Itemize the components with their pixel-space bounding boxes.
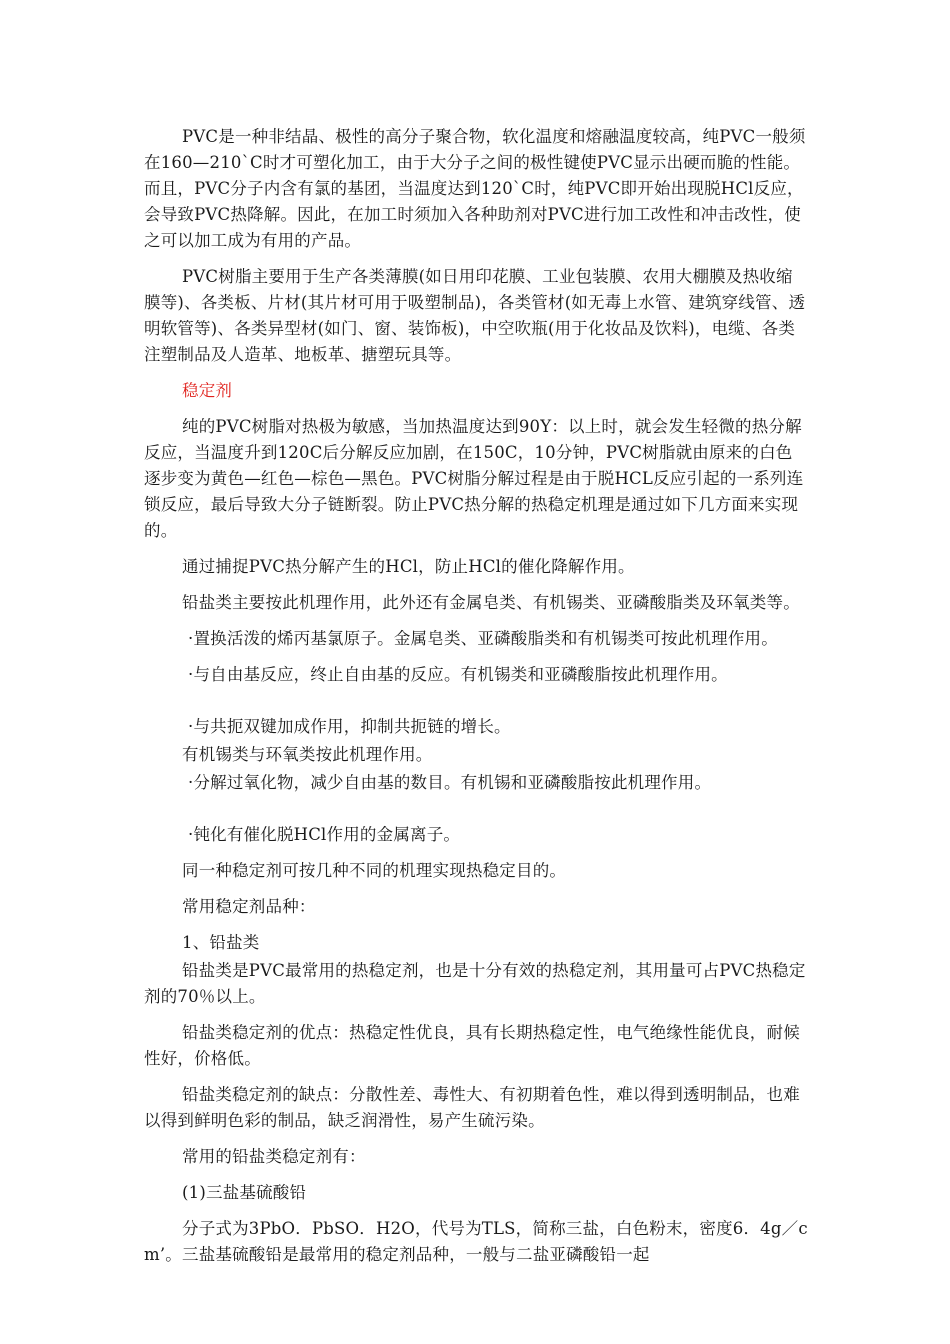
paragraph-lead-salts-advantages: 铅盐类稳定剂的优点：热稳定性优良，具有长期热稳定性，电气绝缘性能优良，耐候性好，价格低。	[144, 1023, 800, 1068]
paragraph-organotin-epoxy: 有机锡类与环氧类按此机理作用。	[182, 745, 433, 764]
paragraph-lead-salts-usage: 铅盐类是PVC最常用的热稳定剂，也是十分有效的热稳定剂，其用量可占PVC热稳定剂的70％以上。	[144, 961, 806, 1006]
paragraph-thermal-sensitivity: 纯的PVC树脂对热极为敏感，当加热温度达到90Y：以上时，就会发生轻微的热分解反应，当温度升到120C后分解反应加剧，在150C，10分钟，PVC树脂就由原来的白色逐步变为黄色—红色—棕色—黑色。PVC树脂分解过程是由于脱HCL反应引起的一系列连锁反应，最后导致大分子链断裂。防止PVC热分解的热稳定机理是通过如下几方面来实现的。	[144, 417, 804, 540]
section-heading-stabilizer: 稳定剂	[182, 381, 233, 400]
bullet-conjugated-double-bond: ·与共扼双键加成作用，抑制共扼链的增长。	[188, 717, 511, 736]
bullet-replace-allyl-chloride: ·置换活泼的烯丙基氯原子。金属皂类、亚磷酸脂类和有机锡类可按此机理作用。	[188, 629, 778, 648]
paragraph-lead-salts-disadvantages: 铅盐类稳定剂的缺点：分散性差、毒性大、有初期着色性，难以得到透明制品，也难以得到鲜明色彩的制品，缺乏润滑性，易产生硫污染。	[144, 1085, 800, 1130]
subheading-tribasic-lead-sulfate: (1)三盐基硫酸铅	[182, 1183, 307, 1202]
document-page	[144, 124, 808, 1278]
paragraph-common-varieties: 常用稳定剂品种：	[182, 897, 316, 916]
paragraph-common-lead-salts: 常用的铅盐类稳定剂有：	[182, 1147, 366, 1166]
bullet-decompose-peroxide: ·分解过氧化物，减少自由基的数目。有机锡和亚磷酸脂按此机理作用。	[188, 773, 712, 792]
paragraph-pvc-intro: PVC是一种非结晶、极性的高分子聚合物，软化温度和熔融温度较高，纯PVC一般须在160—210`C时才可塑化加工，由于大分子之间的极性键使PVC显示出硬而脆的性能。而且，PVC分子内含有氯的基团，当温度达到120`C时，纯PVC即开始出现脱HCl反应，会导致PVC热降解。因此，在加工时须加入各种助剂对PVC进行加工改性和冲击改性，使之可以加工成为有用的产品。	[144, 127, 806, 250]
bullet-passivate-metal-ions: ·钝化有催化脱HCl作用的金属离子。	[188, 825, 461, 844]
bullet-free-radical-reaction: ·与自由基反应，终止自由基的反应。有机锡类和亚磷酸脂按此机理作用。	[188, 665, 728, 684]
paragraph-pvc-uses: PVC树脂主要用于生产各类薄膜(如日用印花膜、工业包装膜、农用大棚膜及热收缩膜等)、各类板、片材(其片材可用于吸塑制品)，各类管材(如无毒上水管、建筑穿线管、透明软管等)、各类异型材(如门、窗、装饰板)，中空吹瓶(用于化妆品及饮料)，电缆、各类注塑制品及人造革、地板革、搪塑玩具等。	[144, 267, 806, 364]
paragraph-tribasic-lead-sulfate: 分子式为3PbO．PbSO．H2O，代号为TLS，简称三盐，白色粉末，密度6．4g／cm’。三盐基硫酸铅是最常用的稳定剂品种，一般与二盐亚磷酸铅一起	[144, 1219, 808, 1264]
subheading-lead-salts: 1、铅盐类	[182, 933, 260, 952]
paragraph-capture-hcl: 通过捕捉PVC热分解产生的HCl，防止HCl的催化降解作用。	[182, 557, 635, 576]
paragraph-multiple-mechanisms: 同一种稳定剂可按几种不同的机理实现热稳定目的。	[182, 861, 567, 880]
paragraph-lead-salts-mechanism: 铅盐类主要按此机理作用，此外还有金属皂类、有机锡类、亚磷酸脂类及环氧类等。	[182, 593, 800, 612]
